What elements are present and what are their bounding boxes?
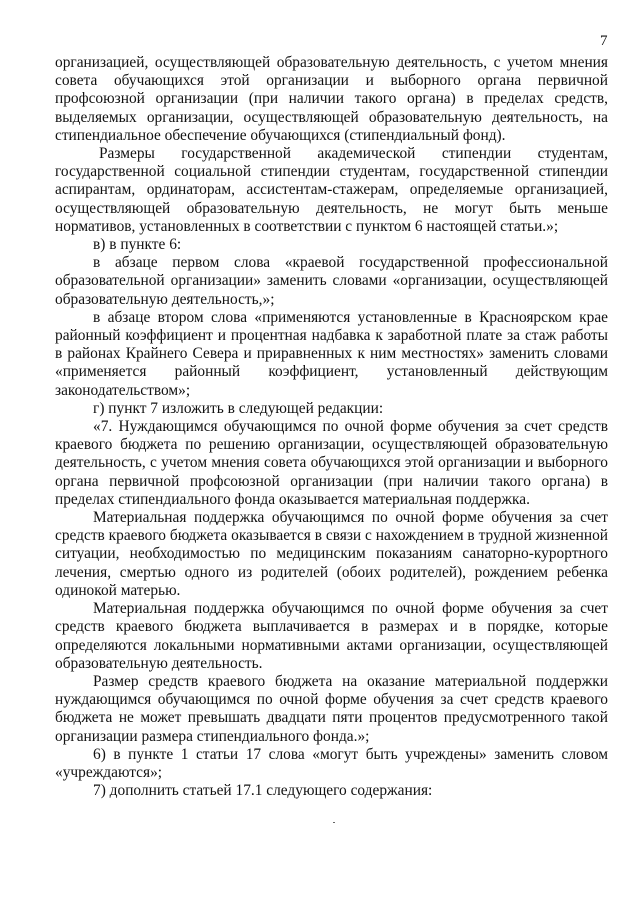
page-number: 7 xyxy=(600,33,608,49)
paragraph: Размеры государственной академической стипендии студентам, государственной социальной стипендии студентам, государственной стипендии аспирантам, ординаторам, ассистентам-стажерам, определяемые организацией, осуществляющей образовательную деятельность, не могут быть меньше нормативов, установленных в соответствии с пунктом 6 настоящей статьи.»; xyxy=(55,145,608,235)
paragraph: Размер средств краевого бюджета на оказание материальной поддержки нуждающимся обучающимся по очной форме обучения за счет средств краевого бюджета не может превышать двадцати пяти процентов предусмотренного такой организации размера стипендиального фонда.»; xyxy=(55,672,608,745)
paragraph: «7. Нуждающимся обучающимся по очной форме обучения за счет средств краевого бюджета по решению организации, осуществляющей образовательную деятельность, с учетом мнения совета обучающихся этой организации и выборного органа первичной профсоюзной организации (при наличии такого органа) в пределах стипендиального фонда оказывается материальная поддержка. xyxy=(55,418,608,508)
paragraph: Материальная поддержка обучающимся по очной форме обучения за счет средств краевого бюджета выплачивается в размерах и в порядке, которые определяются локальными нормативными актами организации, осуществляющей образовательную деятельность. xyxy=(55,600,608,672)
paragraph: г) пункт 7 изложить в следующей редакции: xyxy=(93,399,384,417)
paragraph: в абзаце втором слова «применяются установленные в Красноярском крае районный коэффициент и процентная надбавка к заработной плате за стаж работы в районах Крайнего Севера и приравненных к ним местностях» заменить словами «применяется районный коэффициент, установленный действующим законодательством»; xyxy=(55,308,608,399)
scan-speck xyxy=(333,822,335,823)
paragraph: в абзаце первом слова «краевой государственной профессиональной образовательной организации» заменить словами «организации, осуществляющей образовательную деятельность,»; xyxy=(55,254,608,308)
paragraph: организацией, осуществляющей образовательную деятельность, с учетом мнения совета обучающихся этой организации и выборного органа первичной профсоюзной организации (при наличии такого органа) в пределах средств, выделяемых организации, осуществляющей образовательную деятельность, на стипендиальное обеспечение обучающихся (стипендиальный фонд). xyxy=(55,54,608,144)
paragraph: 7) дополнить статьей 17.1 следующего содержания: xyxy=(93,782,433,800)
paragraph: 6) в пункте 1 статьи 17 слова «могут быть учреждены» заменить словом «учреждаются»; xyxy=(55,745,608,781)
document-body xyxy=(55,54,608,800)
paragraph: в) в пункте 6: xyxy=(93,236,182,254)
paragraph: Материальная поддержка обучающимся по очной форме обучения за счет средств краевого бюджета оказывается в связи с нахождением в трудной жизненной ситуации, необходимостью по медицинским показаниям санаторно-курортного лечения, смертью одного из родителей (обоих родителей), рождением ребенка одинокой матерью. xyxy=(55,509,608,599)
